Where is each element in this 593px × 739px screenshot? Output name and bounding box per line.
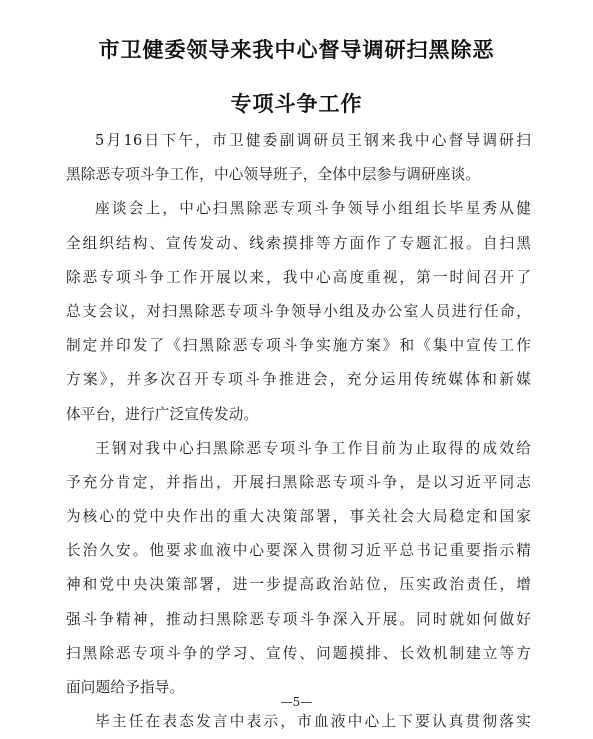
paragraph-4-line-1: 毕主任在表态发言中表示，市血液中心上下要认真贯彻落实 (95, 713, 531, 731)
paragraph-3-line-5: 神和党中央决策部署，进一步提高政治站位，压实政治责任，增 (66, 576, 531, 594)
paragraph-2-line-7: 体平台，进行广泛宣传发动。 (66, 405, 259, 423)
paragraph-2-line-2: 全组织结构、宣传发动、线索摸排等方面作了专题汇报。自扫黑 (66, 234, 531, 252)
paragraph-3-line-6: 强斗争精神，推动扫黑除恶专项斗争深入开展。同时就如何做好 (66, 610, 531, 628)
document-body (66, 124, 531, 739)
document-title-line-1: 市卫健委领导来我中心督导调研扫黑除恶 (98, 38, 495, 62)
paragraph-3-line-3: 为核心的党中央作出的重大决策部署，事关社会大局稳定和国家 (66, 508, 531, 526)
paragraph-2-line-5: 制定并印发了《扫黑除恶专项斗争实施方案》和《集中宣传工作 (66, 337, 531, 355)
paragraph-1-line-2: 黑除恶专项斗争工作，中心领导班子，全体中层参与调研座谈。 (66, 166, 481, 184)
paragraph-3-line-7: 扫黑除恶专项斗争的学习、宣传、问题摸排、长效机制建立等方 (66, 644, 531, 662)
paragraph-2-line-1: 座谈会上，中心扫黑除恶专项斗争领导小组组长毕星秀从健 (95, 200, 531, 218)
page-number: —5— (280, 695, 313, 709)
paragraph-3-line-4: 长治久安。他要求血液中心要深入贯彻习近平总书记重要指示精 (66, 542, 531, 560)
paragraph-2-line-3: 除恶专项斗争工作开展以来，我中心高度重视，第一时间召开了 (66, 268, 531, 286)
paragraph-2-line-4: 总支会议，对扫黑除恶专项斗争领导小组及办公室人员进行任命， (66, 302, 531, 320)
document-title-line-2: 专项斗争工作 (230, 92, 363, 116)
paragraph-3-line-2: 予充分肯定，并指出，开展扫黑除恶专项斗争，是以习近平同志 (66, 473, 531, 491)
paragraph-3-line-8: 面问题给予指导。 (66, 679, 185, 696)
paragraph-2-line-6: 方案》，并多次召开专项斗争推进会，充分运用传统媒体和新媒 (66, 371, 531, 389)
paragraph-1-line-1: 5月16日下午，市卫健委副调研员王钢来我中心督导调研扫 (95, 132, 531, 149)
paragraph-3-line-1: 王钢对我中心扫黑除恶专项斗争工作目前为止取得的成效给 (95, 439, 531, 457)
